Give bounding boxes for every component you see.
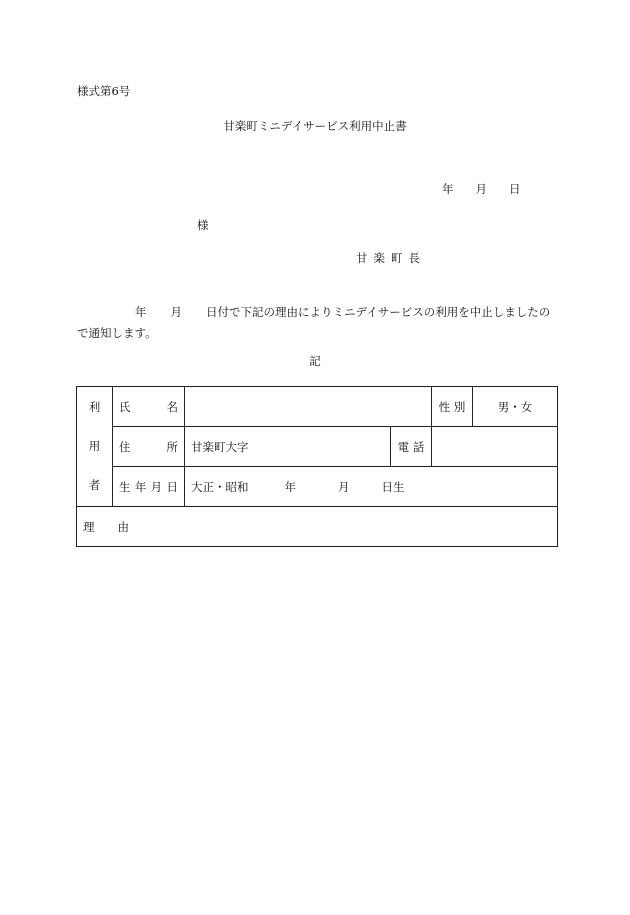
body-month-label: 月: [170, 305, 182, 319]
phone-label: 電 話: [391, 427, 432, 467]
birth-label-cell: [113, 467, 185, 507]
date-line: [442, 184, 521, 196]
recipient-suffix: 様: [197, 218, 209, 232]
body-sentence: 日付で下記の理由によりミニデイサービスの利用を中止しましたので通知します。: [77, 305, 551, 340]
reason-label: 理由: [83, 519, 129, 534]
user-label-char: 用: [88, 439, 101, 453]
user-label-char: 者: [88, 478, 101, 492]
body-year-label: 年: [135, 305, 147, 319]
issuer: 甘楽町長: [356, 251, 426, 265]
address-field[interactable]: 甘楽町大字: [185, 427, 391, 467]
birth-label-char: 生: [119, 479, 131, 494]
sex-options[interactable]: 男・女: [473, 387, 558, 427]
birth-month-label: 月: [338, 479, 350, 494]
name-label-cell: [113, 387, 185, 427]
birth-year-label: 年: [284, 479, 296, 494]
birth-era: 大正・昭和: [191, 479, 249, 494]
birth-label-char: 日: [166, 479, 178, 494]
body-text: [77, 302, 557, 344]
date-month-label: 月: [475, 182, 487, 196]
birth-label-char: 年: [134, 479, 147, 494]
ki-heading: 記: [309, 354, 321, 368]
date-year-label: 年: [442, 182, 454, 196]
date-day-label: 日: [509, 182, 521, 196]
address-label-cell: [113, 427, 185, 467]
document-title: 甘楽町ミニデイサービス利用中止書: [223, 119, 407, 133]
name-label-char: 名: [166, 399, 178, 414]
user-label-cell: [77, 387, 113, 507]
address-label-char: 住: [119, 439, 131, 454]
name-label-char: 氏: [119, 399, 131, 414]
phone-field[interactable]: [432, 427, 558, 467]
user-label-char: 利: [88, 400, 101, 414]
form-number: 様式第6号: [77, 84, 131, 98]
birthdate-field[interactable]: [185, 467, 558, 507]
birth-label-char: 月: [150, 479, 163, 494]
sex-label: 性 別: [432, 387, 473, 427]
user-info-table: [76, 386, 558, 547]
name-field[interactable]: [185, 387, 432, 427]
address-label-char: 所: [166, 439, 178, 454]
reason-field[interactable]: [77, 507, 558, 547]
birth-day-label: 日生: [381, 479, 405, 494]
